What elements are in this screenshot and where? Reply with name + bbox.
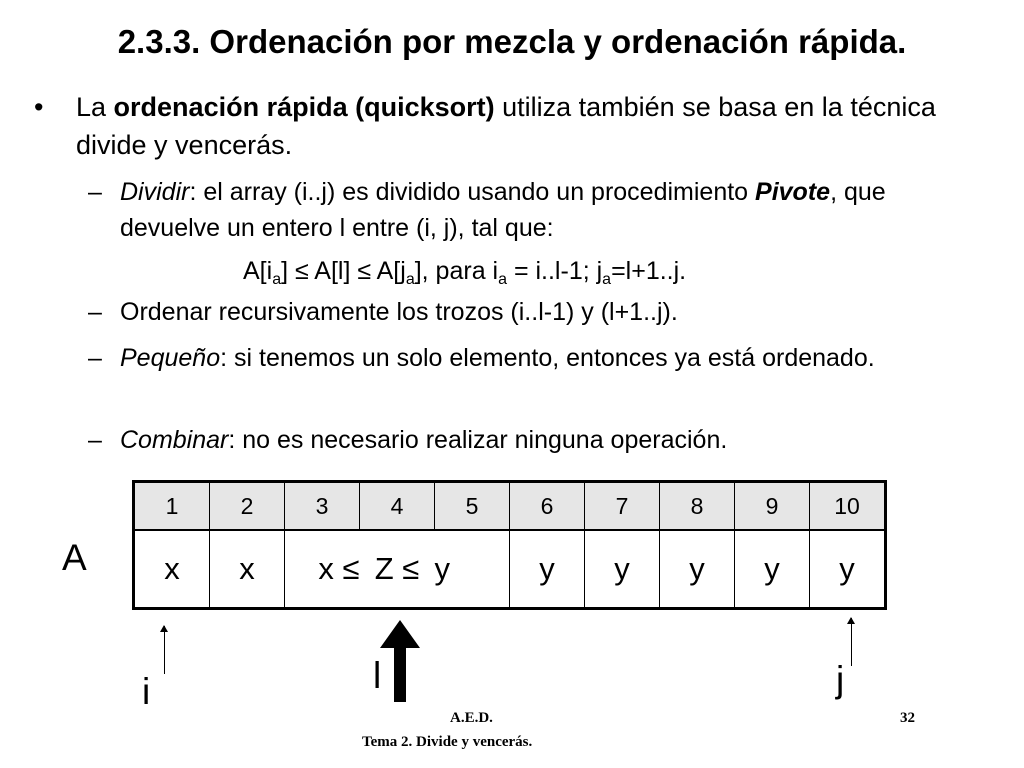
pointer-l-label: l — [373, 655, 382, 696]
array-value-cell: y — [585, 530, 660, 609]
array-index-cell: 2 — [210, 482, 285, 531]
array-value-cell: x ≤ — [285, 530, 360, 609]
array-value-cell: y — [735, 530, 810, 609]
bullet-suffix: utiliza también se basa en la técnica divide y vencerás. — [76, 92, 936, 160]
pointer-j-arrow-icon — [851, 618, 852, 666]
array-index-cell: 5 — [435, 482, 510, 531]
array-table — [132, 480, 887, 610]
subitem-text: Ordenar recursivamente los trozos (i..l-1) y (l+1..j). — [120, 298, 678, 326]
pointer-j-label: j — [836, 659, 845, 700]
dash: – — [88, 426, 102, 454]
array-index-cell: 10 — [810, 482, 886, 531]
array-index-cell: 1 — [134, 482, 210, 531]
array-value-cell: y — [510, 530, 585, 609]
array-label: A — [62, 537, 87, 578]
array-value-cell: x — [134, 530, 210, 609]
subitem-body: : no es necesario realizar ninguna operación. — [228, 426, 728, 454]
bullet-bold: ordenación rápida (quicksort) — [113, 92, 495, 122]
array-value-cell: x — [210, 530, 285, 609]
footer-page-number: 32 — [900, 710, 915, 726]
subitem-text — [120, 422, 940, 458]
subitem-body: : si tenemos un solo elemento, entonces ya está ordenado. — [220, 344, 875, 372]
slide-title: 2.3.3. Ordenación por mezcla y ordenación rápida. — [117, 23, 907, 60]
subitem-text — [120, 174, 940, 246]
dash: – — [88, 344, 102, 372]
dash: – — [88, 298, 102, 326]
subitem-italic: Dividir — [120, 178, 190, 206]
subitem-bold-italic: Pivote — [755, 178, 831, 206]
footer-course: A.E.D. — [450, 710, 493, 726]
array-index-cell: 8 — [660, 482, 735, 531]
pointer-i-arrow-icon — [164, 626, 165, 674]
dash: – — [88, 178, 102, 206]
array-index-cell: 9 — [735, 482, 810, 531]
pointer-l-arrow-icon — [378, 618, 422, 704]
subitem-body: : el array (i..j) es dividido usando un procedimiento — [189, 178, 756, 206]
footer-topic: Tema 2. Divide y vencerás. — [362, 734, 533, 750]
array-value-cell-pivot: Z ≤ — [360, 530, 435, 609]
array-index-cell: 4 — [360, 482, 435, 531]
array-index-row — [134, 482, 886, 531]
subitem-body-2: , que devuelve un entero l entre (i, j), tal que: — [120, 178, 886, 242]
main-bullet-text — [76, 88, 996, 164]
bullet-dot: • — [34, 92, 44, 122]
array-index-cell: 7 — [585, 482, 660, 531]
bullet-prefix: La — [76, 92, 114, 122]
subitem-italic: Combinar — [120, 426, 229, 454]
subitem-italic: Pequeño — [120, 344, 221, 372]
array-index-cell: 3 — [285, 482, 360, 531]
array-value-cell: y — [810, 530, 886, 609]
array-value-cell: y — [660, 530, 735, 609]
array-value-row — [134, 530, 886, 609]
array-index-cell: 6 — [510, 482, 585, 531]
subitem-text — [120, 340, 940, 376]
pivot-formula: $A[i_a] \le A[l] \le A[j_a]$, para $i_a = i..l-1$; $j_a=l+1..j$. — [243, 257, 687, 288]
pointer-i-label: i — [142, 671, 151, 712]
array-value-cell: y — [435, 530, 510, 609]
